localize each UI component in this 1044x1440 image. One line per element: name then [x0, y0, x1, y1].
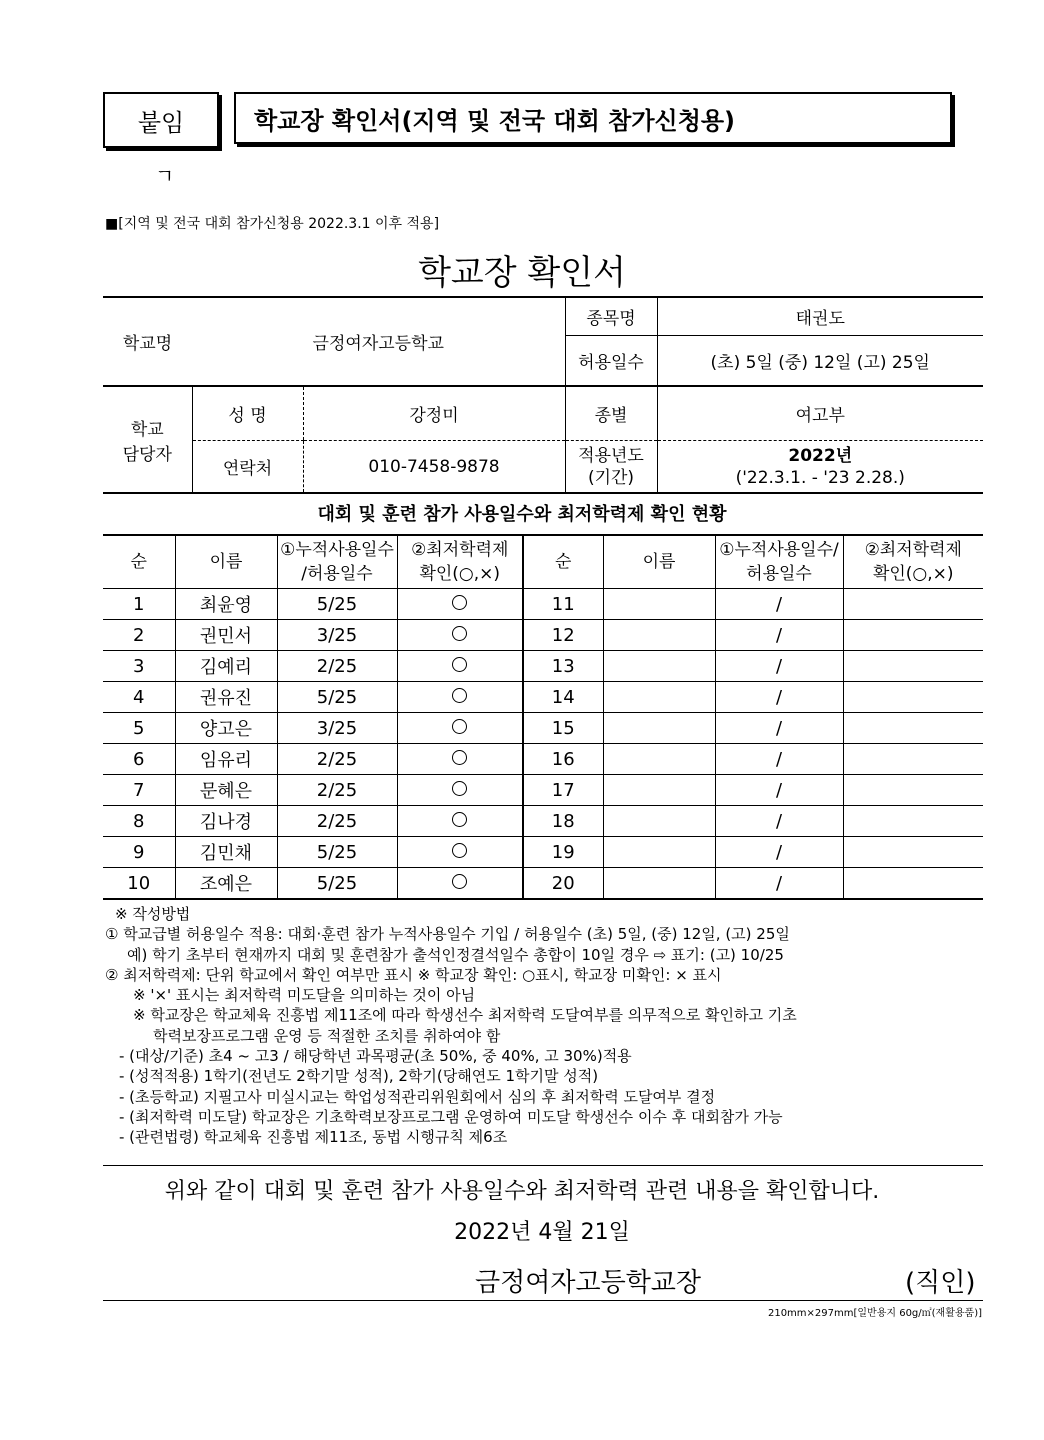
academic-check [397, 713, 523, 744]
status-section-title: 대회 및 훈련 참가 사용일수와 최저학력제 확인 현황 [317, 504, 727, 525]
used-days: 5/25 [277, 682, 397, 713]
student-name: 김나경 [175, 806, 277, 837]
student-name [603, 620, 715, 651]
row-number: 14 [523, 682, 603, 713]
row-number: 18 [523, 806, 603, 837]
year-value [657, 441, 983, 494]
table-row [103, 775, 983, 806]
row-number: 17 [523, 775, 603, 806]
official-seal-label: (직인) [905, 1268, 976, 1298]
academic-check [843, 651, 983, 682]
row-number: 11 [523, 589, 603, 620]
col-days-line1: ①누적사용일수 [280, 540, 394, 560]
used-days: 2/25 [277, 651, 397, 682]
col-check-line2: 확인(○,×) [419, 564, 501, 584]
instruction-line: - (관련법령) 학교체육 진흥법 제11조, 동법 시행규칙 제6조 [119, 1128, 508, 1147]
student-name [603, 837, 715, 868]
divider [103, 1300, 983, 1301]
category-label: 종별 [565, 386, 657, 441]
used-days: / [715, 775, 843, 806]
table-row [103, 837, 983, 868]
academic-check [397, 744, 523, 775]
check-circle-icon [452, 750, 467, 765]
table-row [103, 713, 983, 744]
instruction-line: - (성적적용) 1학기(전년도 2학기말 성적), 2학기(당해연도 1학기말 성적) [119, 1067, 599, 1086]
allowed-days-label: 허용일수 [565, 336, 657, 387]
instruction-line: - (최저학력 미도달) 학교장은 기초학력보장프로그램 운영하여 미도달 학생선수 이수 후 대회참가 가능 [119, 1107, 783, 1126]
student-name [603, 744, 715, 775]
used-days: 2/25 [277, 744, 397, 775]
row-number: 16 [523, 744, 603, 775]
school-info-table [103, 296, 983, 494]
allowed-days-value: (초) 5일 (중) 12일 (고) 25일 [657, 336, 983, 387]
row-number: 20 [523, 868, 603, 900]
row-number: 8 [103, 806, 175, 837]
check-circle-icon [452, 812, 467, 827]
student-name: 최윤영 [175, 589, 277, 620]
academic-check [397, 775, 523, 806]
instruction-line: - (대상/기준) 초4 ~ 고3 / 해당학년 과목평균(초 50%, 중 40%, 고 30%)적용 [119, 1047, 632, 1066]
school-name: 금정여자고등학교 [192, 297, 565, 386]
academic-check [843, 744, 983, 775]
event-name: 태권도 [657, 297, 983, 336]
used-days: / [715, 806, 843, 837]
used-days: / [715, 744, 843, 775]
staff-label-line2: 담당자 [122, 444, 172, 465]
row-number: 7 [103, 775, 175, 806]
student-name [603, 775, 715, 806]
used-days: 3/25 [277, 713, 397, 744]
used-days: / [715, 589, 843, 620]
year-label [565, 441, 657, 494]
document-title: 학교장 확인서 [418, 253, 626, 293]
table-row [103, 620, 983, 651]
col-check-line1: ②최저학력제 [411, 540, 509, 560]
student-name: 양고은 [175, 713, 277, 744]
row-number: 9 [103, 837, 175, 868]
staff-label [103, 386, 192, 493]
table-row [103, 868, 983, 900]
instruction-line: 학력보장프로그램 운영 등 적절한 조치를 취하여야 함 [153, 1026, 501, 1045]
student-name: 김예리 [175, 651, 277, 682]
col-days-right-line1: ①누적사용일수/ [719, 540, 839, 560]
used-days: / [715, 682, 843, 713]
applicability-note: ■[지역 및 전국 대회 참가신청용 2022.3.1 이후 적용] [105, 216, 440, 232]
instruction-line: - (초등학교) 지필고사 미실시교는 학업성적관리위원회에서 심의 후 최저학력 도달여부 결정 [119, 1087, 716, 1106]
paper-spec: 210mm×297mm[일반용지 60g/㎡(재활용품)] [767, 1308, 982, 1319]
used-days: / [715, 651, 843, 682]
year-value-period: ('22.3.1. - '23 2.28.) [735, 467, 905, 488]
academic-check [843, 775, 983, 806]
check-circle-icon [452, 719, 467, 734]
attachment-tag: 붙임 [103, 92, 219, 148]
category-value: 여고부 [657, 386, 983, 441]
col-days-right-line2: 허용일수 [746, 564, 812, 584]
used-days: / [715, 713, 843, 744]
instruction-line: ② 최저학력제: 단위 학교에서 확인 여부만 표시 ※ 학교장 확인: ○표시, 학교장 미확인: × 표시 [105, 965, 722, 984]
row-number: 4 [103, 682, 175, 713]
row-number: 19 [523, 837, 603, 868]
used-days: 5/25 [277, 837, 397, 868]
instructions [105, 904, 985, 1148]
student-name [603, 651, 715, 682]
col-name: 이름 [175, 535, 277, 589]
row-number: 12 [523, 620, 603, 651]
school-label: 학교명 [103, 297, 192, 386]
col-check [397, 535, 523, 589]
used-days: / [715, 837, 843, 868]
col-check-right [843, 535, 983, 589]
table-row [103, 806, 983, 837]
academic-check [843, 713, 983, 744]
form-title: 학교장 확인서(지역 및 전국 대회 참가신청용) [234, 92, 952, 144]
student-name: 권유진 [175, 682, 277, 713]
academic-check [397, 620, 523, 651]
col-days-right [715, 535, 843, 589]
stray-mark: ㄱ [155, 164, 175, 188]
student-name [603, 589, 715, 620]
used-days: / [715, 620, 843, 651]
col-no: 순 [103, 535, 175, 589]
student-name: 김민채 [175, 837, 277, 868]
event-label: 종목명 [565, 297, 657, 336]
academic-check [843, 682, 983, 713]
used-days: 2/25 [277, 806, 397, 837]
academic-check [843, 589, 983, 620]
col-no-right: 순 [523, 535, 603, 589]
check-circle-icon [452, 626, 467, 641]
check-circle-icon [452, 657, 467, 672]
used-days: 2/25 [277, 775, 397, 806]
row-number: 6 [103, 744, 175, 775]
principal-title: 금정여자고등학교장 [475, 1268, 702, 1298]
instruction-heading: ※ 작성방법 [115, 905, 191, 923]
check-circle-icon [452, 595, 467, 610]
contact-label: 연락처 [192, 441, 303, 494]
table-row [103, 744, 983, 775]
row-number: 13 [523, 651, 603, 682]
instruction-line: ※ 학교장은 학교체육 진흥법 제11조에 따라 학생선수 최저학력 도달여부를 의무적으로 확인하고 기초 [133, 1006, 797, 1025]
instruction-line: ※ '×' 표시는 최저학력 미도달을 의미하는 것이 아님 [133, 986, 476, 1005]
participation-table [103, 534, 983, 900]
row-number: 5 [103, 713, 175, 744]
academic-check [843, 620, 983, 651]
used-days: / [715, 868, 843, 900]
instruction-line: ① 학교급별 허용일수 적용: 대회·훈련 참가 누적사용일수 기입 / 허용일수 (초) 5일, (중) 12일, (고) 25일 [105, 925, 790, 944]
confirmation-statement: 위와 같이 대회 및 훈련 참가 사용일수와 최저학력 관련 내용을 확인합니다. [164, 1179, 880, 1204]
academic-check [397, 682, 523, 713]
student-name [603, 713, 715, 744]
issue-date: 2022년 4월 21일 [454, 1220, 630, 1245]
staff-name: 강정미 [303, 386, 565, 441]
check-circle-icon [452, 688, 467, 703]
check-circle-icon [452, 843, 467, 858]
student-name: 임유리 [175, 744, 277, 775]
used-days: 5/25 [277, 589, 397, 620]
row-number: 15 [523, 713, 603, 744]
table-row [103, 589, 983, 620]
col-days-line2: /허용일수 [301, 564, 373, 584]
used-days: 3/25 [277, 620, 397, 651]
year-label-line1: 적용년도 [578, 445, 644, 466]
student-name [603, 682, 715, 713]
academic-check [397, 837, 523, 868]
staff-label-line1: 학교 [130, 419, 164, 440]
row-number: 10 [103, 868, 175, 900]
check-circle-icon [452, 874, 467, 889]
academic-check [843, 868, 983, 900]
academic-check [843, 837, 983, 868]
student-name: 조예은 [175, 868, 277, 900]
academic-check [843, 806, 983, 837]
divider [103, 1165, 983, 1166]
row-number: 1 [103, 589, 175, 620]
contact-value: 010-7458-9878 [303, 441, 565, 494]
row-number: 3 [103, 651, 175, 682]
academic-check [397, 806, 523, 837]
academic-check [397, 651, 523, 682]
check-circle-icon [452, 781, 467, 796]
col-name-right: 이름 [603, 535, 715, 589]
academic-check [397, 868, 523, 900]
student-name: 권민서 [175, 620, 277, 651]
staff-name-label: 성 명 [192, 386, 303, 441]
student-name [603, 868, 715, 900]
instruction-line: 예) 학기 초부터 현재까지 대회 및 훈련참가 출석인정결석일수 총합이 10일 경우 ⇨ 표기: (고) 10/25 [127, 945, 784, 964]
used-days: 5/25 [277, 868, 397, 900]
student-name: 문혜은 [175, 775, 277, 806]
col-check-right-line1: ②최저학력제 [864, 540, 962, 560]
col-days [277, 535, 397, 589]
year-label-line2: (기간) [587, 467, 635, 488]
year-value-year: 2022년 [788, 445, 853, 466]
academic-check [397, 589, 523, 620]
table-row [103, 651, 983, 682]
student-name [603, 806, 715, 837]
col-check-right-line2: 확인(○,×) [872, 564, 954, 584]
row-number: 2 [103, 620, 175, 651]
table-row [103, 682, 983, 713]
